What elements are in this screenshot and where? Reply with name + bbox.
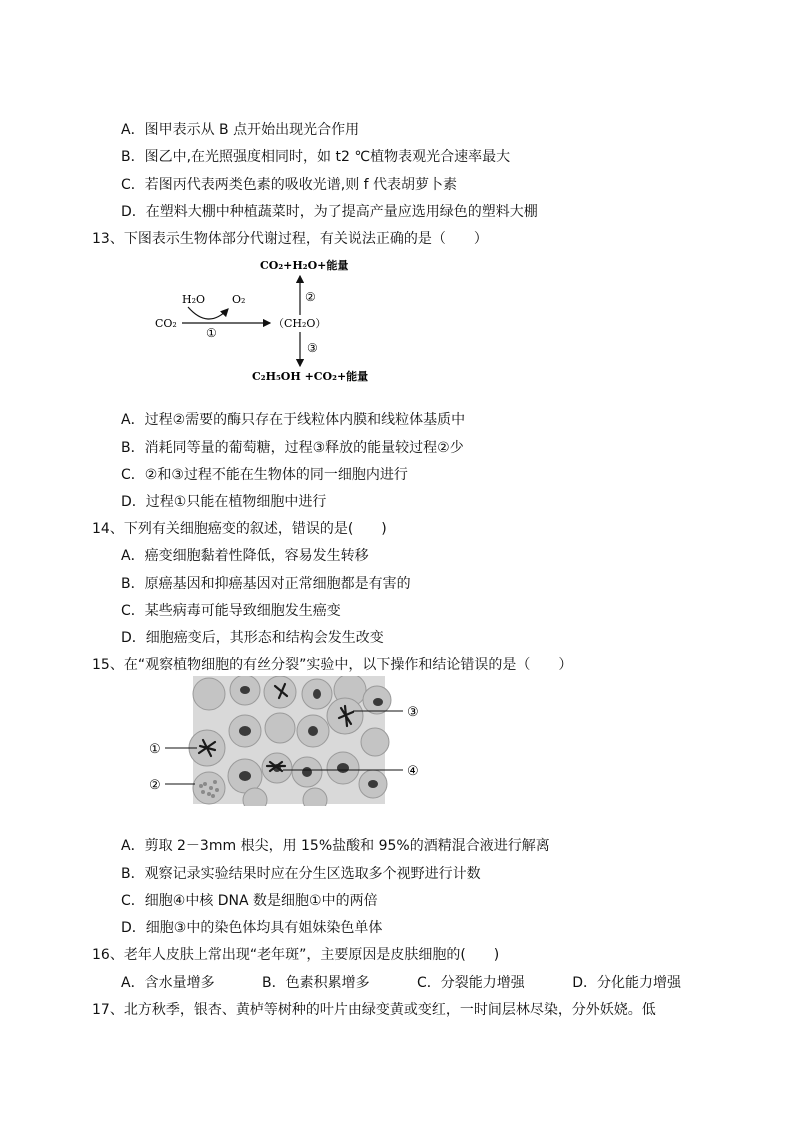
q12-option-c: C．若图丙代表两类色素的吸收光谱,则 f 代表胡萝卜素 [121, 177, 458, 193]
q15-option-d: D．细胞③中的染色体均具有姐妹染色单体 [121, 920, 383, 936]
label-1: ① [149, 742, 161, 757]
diagram-bottom-product: C₂H₅OH +CO₂+能量 [252, 370, 369, 383]
diagram-co2: CO₂ [155, 317, 177, 330]
q14-stem: 14、下列有关细胞癌变的叙述，错误的是( ) [92, 521, 387, 537]
q14-option-d: D．细胞癌变后，其形态和结构会发生改变 [121, 630, 384, 646]
q16-options-row [121, 974, 681, 992]
mitosis-micrograph [145, 676, 435, 806]
diagram-o2: O₂ [232, 293, 246, 306]
arrow-h2o-o2 [188, 307, 228, 319]
q13-option-d: D．过程①只能在植物细胞中进行 [121, 494, 327, 510]
metabolism-diagram [150, 252, 370, 386]
q16-option-c: C．分裂能力增强 [417, 975, 525, 991]
q16-option-b: B．色素积累增多 [261, 975, 370, 991]
q13-option-a: A．过程②需要的酶只存在于线粒体内膜和线粒体基质中 [121, 412, 466, 428]
q15-option-b: B．观察记录实验结果时应在分生区选取多个视野进行计数 [121, 866, 481, 882]
label-2: ② [149, 778, 161, 793]
q14-option-a: A．癌变细胞黏着性降低，容易发生转移 [121, 548, 369, 564]
q12-option-d: D．在塑料大棚中种植蔬菜时，为了提高产量应选用绿色的塑料大棚 [121, 204, 538, 220]
diagram-step-3: ③ [307, 341, 318, 355]
diagram-center: （CH₂O） [273, 317, 327, 330]
label-4: ④ [407, 764, 419, 779]
q12-option-b: B．图乙中,在光照强度相同时，如 t2 ℃植物表观光合速率最大 [121, 149, 511, 165]
q14-option-b: B．原癌基因和抑癌基因对正常细胞都是有害的 [121, 576, 411, 592]
q16-option-a: A．含水量增多 [121, 975, 215, 991]
q16-option-d: D．分化能力增强 [572, 975, 681, 991]
q13-stem: 13、下图表示生物体部分代谢过程，有关说法正确的是（ ） [92, 231, 488, 247]
q13-option-c: C．②和③过程不能在生物体的同一细胞内进行 [121, 467, 408, 483]
diagram-step-2: ② [305, 290, 316, 304]
q13-option-b: B．消耗同等量的葡萄糖，过程③释放的能量较过程②少 [121, 440, 464, 456]
q16-stem: 16、老年人皮肤上常出现“老年斑”，主要原因是皮肤细胞的( ) [92, 947, 500, 963]
q17-stem: 17、北方秋季，银杏、黄栌等树种的叶片由绿变黄或变红，一时间层林尽染，分外妖娆。低 [92, 1002, 656, 1018]
diagram-top-product: CO₂+H₂O+能量 [260, 259, 349, 272]
q12-option-a: A．图甲表示从 B 点开始出现光合作用 [121, 122, 360, 138]
diagram-step-1: ① [206, 326, 217, 340]
label-3: ③ [407, 705, 419, 720]
q15-stem: 15、在“观察植物细胞的有丝分裂”实验中，以下操作和结论错误的是（ ） [92, 657, 573, 673]
q15-option-c: C．细胞④中核 DNA 数是细胞①中的两倍 [121, 893, 378, 909]
q14-option-c: C．某些病毒可能导致细胞发生癌变 [121, 603, 341, 619]
q15-option-a: A．剪取 2－3mm 根尖，用 15%盐酸和 95%的酒精混合液进行解离 [121, 838, 550, 854]
diagram-h2o: H₂O [182, 293, 206, 306]
